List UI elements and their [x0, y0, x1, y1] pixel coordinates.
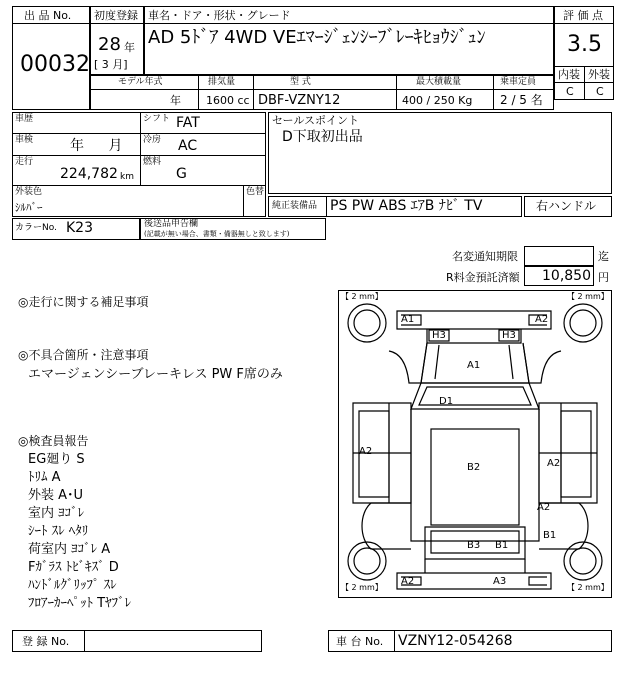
defect-header: ◎不具合箇所・注意事項	[18, 348, 149, 362]
reg-no-label: 登 録 No.	[22, 635, 70, 648]
mileage-unit: km	[120, 172, 134, 182]
damage-tailgate-b1: B1	[495, 540, 509, 551]
mileage-label: 走行	[15, 157, 34, 167]
fuel-value: G	[176, 166, 187, 182]
defect-text: エマージェンシーブレーキレス PW F席のみ	[28, 367, 283, 382]
inspector-line: ﾊﾝﾄﾞﾙｸﾞﾘｯﾌﾟ ｽﾚ	[28, 578, 117, 593]
car-name: AD 5ﾄﾞｱ 4WD VEｴﾏｰｼﾞｪﾝｼｰﾌﾞﾚｰｷﾋｮｳｼﾞｭﾝ	[148, 27, 486, 48]
inspector-line: ﾄﾘﾑ A	[28, 470, 61, 485]
damage-windshield: D1	[439, 396, 454, 407]
inspector-line: 外装 A･U	[28, 488, 84, 503]
model-year-label: モデル年式	[118, 77, 163, 87]
damage-right-door: A2	[547, 458, 561, 469]
score-value: 3.5	[567, 32, 602, 57]
mileage-value: 224,782	[60, 166, 118, 182]
handle-side: 右ハンドル	[536, 199, 597, 213]
corner-bl: 【 2 mm】	[341, 583, 383, 592]
cooling-value: AC	[178, 138, 198, 154]
type-code: DBF-VZNY12	[258, 93, 341, 108]
color-label: 外装色	[15, 187, 43, 197]
color-no-label: カラーNo.	[15, 223, 57, 233]
damage-rear-quarter: A2	[537, 502, 551, 513]
load-label: 最大積載量	[416, 77, 462, 87]
recycle-unit: 円	[598, 271, 609, 284]
corner-br: 【 2 mm】	[567, 583, 609, 592]
damage-left-door: A2	[359, 446, 373, 457]
interior-grade: C	[566, 85, 574, 98]
shift-label: シフト	[143, 114, 171, 124]
interior-label: 内装	[558, 68, 580, 81]
exterior-label: 外装	[588, 68, 610, 81]
reg-month: [ 3 月]	[94, 58, 128, 71]
lot-number: 00032	[20, 52, 90, 77]
displacement: 1600 cc	[206, 94, 250, 107]
damage-front-left: A1	[401, 314, 415, 325]
inspector-line: ｼｰﾄ ｽﾚ ﾍﾀﾘ	[28, 524, 89, 539]
inspector-line: EG廻り S	[28, 452, 85, 467]
color-value: ｼﾙﾊﾞｰ	[15, 201, 43, 214]
inspector-line: Fｶﾞﾗｽ ﾄﾋﾞｷｽﾞ D	[28, 560, 119, 575]
sales-point-label: セールスポイント	[272, 114, 360, 127]
shift-value: FAT	[176, 115, 200, 131]
reg-year: 28	[98, 34, 121, 55]
color-change-label: 色替	[246, 187, 265, 197]
inspection-value: 年 月	[70, 138, 123, 154]
driving-notes-header: ◎走行に関する補足事項	[18, 295, 149, 309]
displacement-label: 排気量	[208, 77, 236, 87]
damage-hood: A1	[467, 360, 481, 371]
recycle-amount: 10,850	[542, 268, 591, 284]
chassis-number: VZNY12-054268	[398, 633, 513, 649]
equipment-list: PS PW ABS ｴｱB ﾅﾋﾞ TV	[330, 198, 483, 214]
capacity: 2 / 5 名	[500, 93, 543, 107]
type-label: 型 式	[290, 77, 311, 87]
max-load: 400 / 250 Kg	[402, 94, 473, 107]
sales-point: D下取初出品	[282, 129, 363, 145]
inspector-list	[28, 448, 131, 610]
post-report-label: 後送品申告欄	[144, 219, 199, 229]
post-report-note: (記載が無い場合、書類・備器無しと致します)	[144, 230, 290, 238]
cooling-label: 冷房	[143, 135, 162, 145]
damage-rear-center: A3	[493, 576, 507, 587]
capacity-label: 乗車定員	[500, 77, 537, 87]
damage-h3-right: H3	[502, 330, 516, 341]
car-diagram	[338, 290, 612, 598]
damage-tailgate-b3: B3	[467, 540, 481, 551]
color-no: K23	[66, 220, 93, 236]
score-label: 評 価 点	[563, 9, 603, 22]
deadline-unit: 迄	[598, 250, 609, 263]
inspector-line: ﾌﾛｱｰｶｰﾍﾟｯﾄ Tﾔﾌﾞﾚ	[28, 596, 132, 611]
deadline-field	[524, 246, 594, 266]
details-box	[12, 112, 266, 217]
corner-tl: 【 2 mm】	[341, 292, 383, 301]
damage-h3-left: H3	[432, 330, 446, 341]
inspector-header: ◎検査員報告	[18, 434, 89, 448]
reg-year-unit: 年	[124, 41, 135, 54]
history-label: 車歴	[15, 114, 34, 124]
chassis-label: 車 台 No.	[336, 635, 384, 648]
damage-front-right: A2	[535, 314, 549, 325]
first-reg-label: 初度登録	[94, 9, 138, 22]
damage-roof: B2	[467, 462, 481, 473]
inspector-line: 荷室内 ﾖｺﾞﾚ A	[28, 542, 111, 557]
model-year: 年	[170, 94, 181, 107]
damage-rear-left: A2	[401, 576, 415, 587]
inspector-line: 室内 ﾖｺﾞﾚ	[28, 506, 85, 521]
fuel-label: 燃料	[143, 157, 162, 167]
inspection-label: 車検	[15, 135, 34, 145]
recycle-label: R料金預託済額	[446, 271, 520, 284]
car-name-label: 車名・ドア・形状・グレード	[148, 9, 291, 22]
corner-tr: 【 2 mm】	[567, 292, 609, 301]
equipment-label: 純正装備品	[272, 201, 318, 211]
damage-rear-b1: B1	[543, 530, 557, 541]
deadline-label: 名変通知期限	[452, 250, 518, 263]
exterior-grade: C	[596, 85, 604, 98]
lot-label: 出 品 No.	[24, 9, 72, 22]
car-outline	[339, 291, 611, 597]
